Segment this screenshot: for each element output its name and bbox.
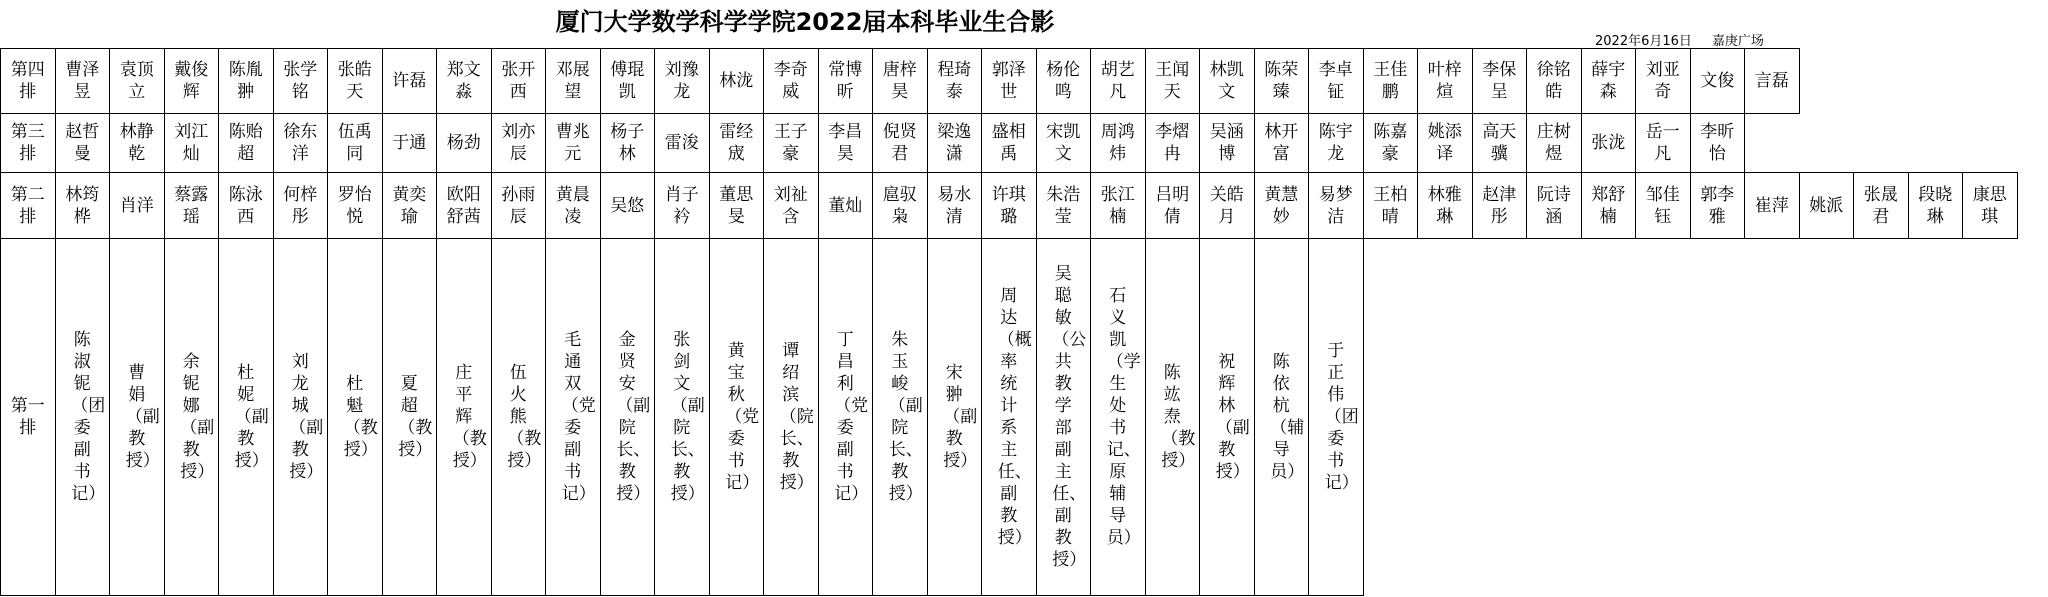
name-cell — [164, 113, 220, 173]
person-name: 盛相禹 — [991, 122, 1026, 164]
person-name: 庄平辉（教授） — [452, 363, 487, 471]
name-cell — [1363, 48, 1419, 114]
name-cell — [1690, 48, 1746, 114]
person-name: 金贤安（副院长、教授） — [616, 330, 651, 504]
name-cell — [872, 48, 928, 114]
name-cell — [218, 48, 274, 114]
name-cell — [1036, 172, 1092, 239]
person-name: 阮诗涵 — [1536, 184, 1571, 227]
name-cell — [436, 113, 492, 173]
name-cell — [1799, 172, 1855, 239]
name-cell — [1036, 48, 1092, 114]
person-name: 赵哲曼 — [65, 122, 100, 164]
page-title: 厦门大学数学科学学院2022届本科毕业生合影 — [555, 8, 1055, 36]
name-cell — [55, 238, 111, 596]
person-name: 叶梓煊 — [1427, 60, 1462, 102]
row-label-text: 第二排 — [10, 184, 45, 227]
name-cell — [1581, 113, 1637, 173]
person-name: 扈驭枭 — [882, 184, 917, 227]
name-cell — [600, 48, 656, 114]
name-cell — [545, 172, 601, 239]
person-name: 薛宇森 — [1591, 60, 1626, 102]
person-name: 黄晨凌 — [555, 184, 590, 227]
person-name: 关皓月 — [1209, 184, 1244, 227]
name-cell — [491, 48, 547, 114]
row-label-text: 第三排 — [10, 122, 45, 164]
name-cell — [545, 238, 601, 596]
row-label — [0, 113, 56, 173]
name-cell — [1363, 113, 1419, 173]
person-name: 程琦泰 — [937, 60, 972, 102]
person-name: 于正伟（团委书记） — [1324, 341, 1359, 493]
name-cell — [763, 48, 819, 114]
name-cell — [1853, 172, 1909, 239]
name-cell — [436, 48, 492, 114]
row-second — [0, 173, 2018, 240]
person-name: 崔萍 — [1754, 195, 1789, 216]
person-name: 傅琨凯 — [610, 60, 645, 102]
person-name: 孙雨辰 — [501, 184, 536, 227]
name-cell — [164, 48, 220, 114]
person-name: 朱浩莹 — [1046, 184, 1081, 227]
person-name: 刘江灿 — [174, 122, 209, 164]
person-name: 周鸿炜 — [1100, 122, 1135, 164]
name-cell — [218, 238, 274, 596]
name-cell — [1472, 172, 1528, 239]
person-name: 吴聪敏（公共教学部副主任、副教授） — [1052, 264, 1087, 570]
name-cell — [545, 48, 601, 114]
name-cell — [1417, 172, 1473, 239]
name-cell — [1581, 172, 1637, 239]
name-cell — [818, 172, 874, 239]
person-name: 刘亚奇 — [1645, 60, 1680, 102]
person-name: 蔡露瑶 — [174, 184, 209, 227]
person-name: 许磊 — [392, 71, 427, 91]
name-cell — [872, 172, 928, 239]
name-cell — [273, 172, 329, 239]
person-name: 徐东洋 — [283, 122, 318, 164]
name-cell — [1635, 172, 1691, 239]
person-name: 胡艺凡 — [1100, 60, 1135, 102]
person-name: 黄奕瑜 — [392, 184, 427, 227]
name-cell — [218, 113, 274, 173]
row-label — [0, 172, 56, 239]
person-name: 王闻天 — [1155, 60, 1190, 102]
person-name: 文俊 — [1700, 71, 1735, 91]
name-cell — [981, 238, 1037, 596]
person-name: 张开西 — [501, 60, 536, 102]
name-cell — [1090, 113, 1146, 173]
person-name: 庄树煜 — [1536, 122, 1571, 164]
name-cell — [1908, 172, 1964, 239]
person-name: 罗怡悦 — [337, 184, 372, 227]
name-cell — [382, 113, 438, 173]
person-name: 常博昕 — [828, 60, 863, 102]
name-cell — [164, 238, 220, 596]
person-name: 吕明倩 — [1155, 184, 1190, 227]
person-name: 陈嘉豪 — [1373, 122, 1408, 164]
person-name: 岳一凡 — [1645, 122, 1680, 164]
name-cell — [382, 172, 438, 239]
person-name: 段晓琳 — [1918, 184, 1953, 227]
person-name: 易梦洁 — [1318, 184, 1353, 227]
person-name: 郑舒楠 — [1591, 184, 1626, 227]
name-cell — [55, 113, 111, 173]
name-cell — [327, 48, 383, 114]
person-name: 林开富 — [1264, 122, 1299, 164]
name-cell — [1090, 172, 1146, 239]
name-cell — [1308, 172, 1364, 239]
name-cell — [1690, 172, 1746, 239]
person-name: 陈宇龙 — [1318, 122, 1353, 164]
person-name: 丁昌利（党委副书记） — [834, 330, 869, 504]
name-cell — [1199, 238, 1255, 596]
row-third — [0, 114, 1745, 174]
name-cell — [164, 172, 220, 239]
name-cell — [654, 172, 710, 239]
name-cell — [981, 113, 1037, 173]
name-cell — [1145, 172, 1201, 239]
person-name: 刘亦辰 — [501, 122, 536, 164]
person-name: 李昌昊 — [828, 122, 863, 164]
person-name: 祝辉林（副教授） — [1215, 352, 1250, 482]
person-name: 陈依杭（辅导员） — [1270, 352, 1305, 482]
name-cell — [1744, 48, 1800, 114]
person-name: 张晟君 — [1863, 184, 1898, 227]
name-cell — [981, 48, 1037, 114]
name-cell — [654, 238, 710, 596]
person-name: 姚派 — [1809, 195, 1844, 216]
person-name: 康思琪 — [1972, 184, 2007, 227]
name-cell — [600, 113, 656, 173]
person-name: 戴俊辉 — [174, 60, 209, 102]
row-label-text: 第四排 — [10, 60, 45, 102]
person-name: 张皓天 — [337, 60, 372, 102]
person-name: 陈贻超 — [228, 122, 263, 164]
person-name: 郭泽世 — [991, 60, 1026, 102]
name-cell — [1526, 48, 1582, 114]
person-name: 吴涵博 — [1209, 122, 1244, 164]
name-cell — [1635, 48, 1691, 114]
name-cell — [1145, 238, 1201, 596]
person-name: 杨伦鸣 — [1046, 60, 1081, 102]
name-cell — [1472, 48, 1528, 114]
person-name: 曹娟（副教授） — [125, 363, 160, 471]
name-cell — [763, 172, 819, 239]
name-cell — [1145, 113, 1201, 173]
person-name: 杨子林 — [610, 122, 645, 164]
person-name: 陈竑焘（教授） — [1161, 363, 1196, 471]
person-name: 姚添译 — [1427, 122, 1462, 164]
person-name: 曹兆元 — [555, 122, 590, 164]
person-name: 倪贤君 — [882, 122, 917, 164]
person-name: 于通 — [392, 133, 427, 153]
person-name: 杜魁（教授） — [343, 374, 378, 460]
person-name: 林雅琳 — [1427, 184, 1462, 227]
name-cell — [1581, 48, 1637, 114]
name-cell — [818, 238, 874, 596]
person-name: 周达（概率统计系主任、副教授） — [997, 286, 1032, 548]
name-cell — [927, 238, 983, 596]
row-first — [0, 239, 1364, 597]
name-cell — [709, 48, 765, 114]
row-fourth — [0, 49, 1800, 115]
name-cell — [1417, 113, 1473, 173]
person-name: 张剑文（副院长、教授） — [670, 330, 705, 504]
photo-date: 2022年6月16日 — [1595, 34, 1692, 49]
person-name: 邓展望 — [555, 60, 590, 102]
person-name: 肖洋 — [119, 195, 154, 216]
name-cell — [491, 172, 547, 239]
name-cell — [1199, 113, 1255, 173]
name-cell — [709, 172, 765, 239]
person-name: 李保呈 — [1482, 60, 1517, 102]
name-cell — [927, 48, 983, 114]
name-cell — [436, 238, 492, 596]
name-cell — [109, 172, 165, 239]
name-cell — [327, 113, 383, 173]
name-cell — [763, 113, 819, 173]
name-cell — [55, 48, 111, 114]
name-cell — [1254, 172, 1310, 239]
person-name: 宋凯文 — [1046, 122, 1081, 164]
person-name: 刘豫龙 — [664, 60, 699, 102]
person-name: 雷经宬 — [719, 122, 754, 164]
name-cell — [1308, 238, 1364, 596]
name-cell — [382, 48, 438, 114]
person-name: 高天骥 — [1482, 122, 1517, 164]
person-name: 杨劲 — [446, 133, 481, 153]
name-cell — [382, 238, 438, 596]
name-cell — [600, 238, 656, 596]
name-cell — [1036, 238, 1092, 596]
name-cell — [600, 172, 656, 239]
name-cell — [1254, 48, 1310, 114]
person-name: 董思旻 — [719, 184, 754, 227]
name-cell — [1308, 113, 1364, 173]
person-name: 李熠冉 — [1155, 122, 1190, 164]
name-cell — [709, 113, 765, 173]
person-name: 徐铭皓 — [1536, 60, 1571, 102]
person-name: 朱玉峻（副院长、教授） — [888, 330, 923, 504]
photo-location: 嘉庚广场 — [1711, 34, 1764, 49]
name-cell — [327, 172, 383, 239]
person-name: 宋翀（副教授） — [943, 363, 978, 471]
name-cell — [55, 172, 111, 239]
name-cell — [1199, 48, 1255, 114]
row-label — [0, 48, 56, 114]
person-name: 唐梓昊 — [882, 60, 917, 102]
row-label-text: 第一排 — [10, 396, 45, 438]
person-name: 张江楠 — [1100, 184, 1135, 227]
name-cell — [1635, 113, 1691, 173]
person-name: 肖子衿 — [664, 184, 699, 227]
person-name: 梁逸潇 — [937, 122, 972, 164]
person-name: 吴悠 — [610, 195, 645, 216]
name-cell — [1417, 48, 1473, 114]
person-name: 毛通双（党委副书记） — [561, 330, 596, 504]
person-name: 陈胤翀 — [228, 60, 263, 102]
name-cell — [1254, 238, 1310, 596]
person-name: 雷浚 — [664, 133, 699, 153]
name-cell — [1308, 48, 1364, 114]
name-cell — [109, 113, 165, 173]
name-cell — [218, 172, 274, 239]
name-cell — [654, 48, 710, 114]
name-cell — [654, 113, 710, 173]
person-name: 袁顶立 — [119, 60, 154, 102]
name-cell — [818, 113, 874, 173]
name-cell — [927, 172, 983, 239]
person-name: 李奇威 — [773, 60, 808, 102]
person-name: 石义凯（学生处书记、原辅导员） — [1106, 286, 1141, 548]
person-name: 邹佳钰 — [1645, 184, 1680, 227]
person-name: 王佳鹏 — [1373, 60, 1408, 102]
name-cell — [1526, 172, 1582, 239]
person-name: 夏超（教授） — [398, 374, 433, 460]
person-name: 言磊 — [1754, 71, 1789, 91]
name-cell — [491, 113, 547, 173]
name-cell — [1472, 113, 1528, 173]
name-cell — [109, 48, 165, 114]
name-cell — [436, 172, 492, 239]
person-name: 陈荣臻 — [1264, 60, 1299, 102]
person-name: 李昕怡 — [1700, 122, 1735, 164]
person-name: 张学铭 — [283, 60, 318, 102]
person-name: 易水清 — [937, 184, 972, 227]
person-name: 陈淑铌（团委副书记） — [71, 330, 106, 504]
name-cell — [109, 238, 165, 596]
name-cell — [327, 238, 383, 596]
name-cell — [1254, 113, 1310, 173]
person-name: 郭李雅 — [1700, 184, 1735, 227]
person-name: 曹泽昱 — [65, 60, 100, 102]
name-cell — [273, 113, 329, 173]
name-cell — [1199, 172, 1255, 239]
person-name: 赵津彤 — [1482, 184, 1517, 227]
photo-caption — [1595, 30, 1764, 49]
person-name: 董灿 — [828, 195, 863, 216]
person-name: 余铌娜（副教授） — [180, 352, 215, 482]
name-cell — [872, 113, 928, 173]
name-cell — [1090, 238, 1146, 596]
person-name: 郑文淼 — [446, 60, 481, 102]
person-name: 刘龙城（副教授） — [289, 352, 324, 482]
name-cell — [872, 238, 928, 596]
name-cell — [1363, 172, 1419, 239]
name-cell — [818, 48, 874, 114]
person-name: 黄宝秋（党委书记） — [725, 341, 760, 493]
name-cell — [273, 48, 329, 114]
name-cell — [1145, 48, 1201, 114]
person-name: 林静乾 — [119, 122, 154, 164]
person-name: 伍禹同 — [337, 122, 372, 164]
name-cell — [491, 238, 547, 596]
row-label — [0, 238, 56, 596]
person-name: 林泷 — [719, 71, 754, 91]
person-name: 何梓彤 — [283, 184, 318, 227]
person-name: 刘祉含 — [773, 184, 808, 227]
person-name: 林筠桦 — [65, 184, 100, 227]
person-name: 黄慧妙 — [1264, 184, 1299, 227]
person-name: 陈泳西 — [228, 184, 263, 227]
name-cell — [273, 238, 329, 596]
name-cell — [1744, 172, 1800, 239]
person-name: 伍火熊（教授） — [507, 363, 542, 471]
person-name: 张泷 — [1591, 133, 1626, 153]
name-cell — [927, 113, 983, 173]
person-name: 杜妮（副教授） — [234, 363, 269, 471]
name-cell — [981, 172, 1037, 239]
person-name: 李卓钲 — [1318, 60, 1353, 102]
person-name: 谭绍滨（院长、教授） — [779, 341, 814, 493]
name-cell — [1526, 113, 1582, 173]
person-name: 欧阳舒茜 — [446, 184, 481, 227]
name-cell — [763, 238, 819, 596]
name-cell — [1962, 172, 2018, 239]
person-name: 王柏晴 — [1373, 184, 1408, 227]
name-cell — [709, 238, 765, 596]
person-name: 王子豪 — [773, 122, 808, 164]
person-name: 许琪璐 — [991, 184, 1026, 227]
person-name: 林凯文 — [1209, 60, 1244, 102]
name-cell — [1090, 48, 1146, 114]
name-cell — [1036, 113, 1092, 173]
name-cell — [1690, 113, 1746, 173]
name-cell — [545, 113, 601, 173]
